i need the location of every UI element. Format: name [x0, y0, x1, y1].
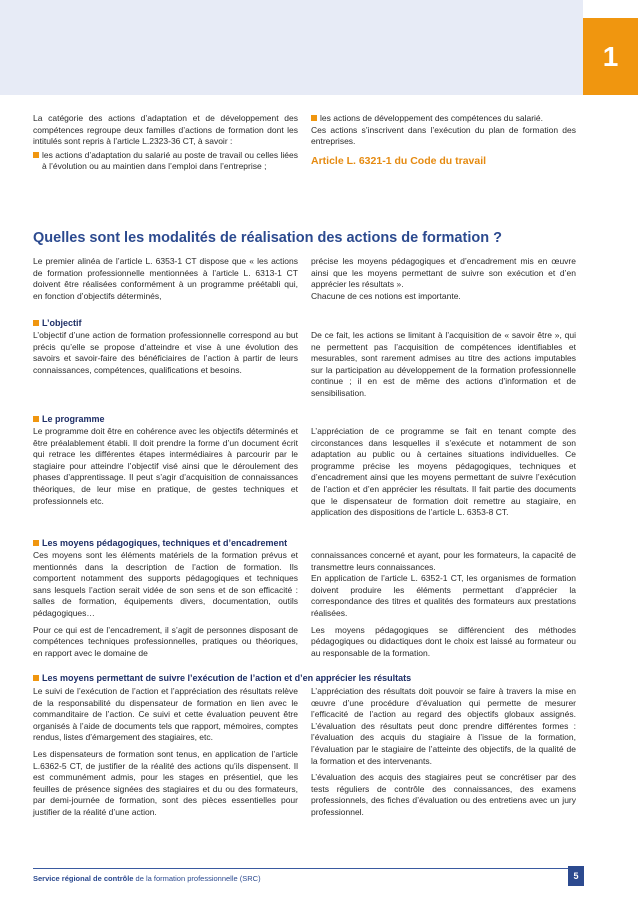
moyens-right — [311, 550, 576, 659]
paragraph: Pour ce qui est de l’encadrement, il s’agit de personnes disposant de compétences techniques professionnelles, pratiques ou théoriques, en rapport avec le domaine de — [33, 624, 298, 658]
paragraph: Chacune de ces notions est importante. — [311, 290, 461, 301]
moyens-left — [33, 550, 298, 659]
section-title: Quelles sont les modalités de réalisation des actions de formation ? — [33, 230, 502, 246]
paragraph: Le programme doit être en cohérence avec les objectifs déterminés et être préalablement établi. Il doit prendre la forme d’un document écrit qui retrace les différentes étapes intermédiaires à parcourir par le stagiaire pour atteindre l’objectif visé ainsi que le déroulement des phases d’apprentissage. Il peut s’agir d’acquisition de connaissances théoriques, de leur mise en pratique, de gestes techniques et professionnels etc. — [33, 426, 298, 506]
subheading-suivi — [33, 673, 411, 683]
chapter-number: 1 — [602, 40, 619, 72]
intro-bullet-item — [33, 150, 298, 173]
footer-text — [33, 874, 261, 883]
square-bullet-icon — [33, 540, 39, 546]
paragraph: Les dispensateurs de formation sont tenus, en application de l’article L.6362-5 CT, de justifier de la réalité des actions qu’ils dispensent. Il est communément admis, pour les stages en présentiel, que les feuilles de présence signées des stagiaires et du ou des formateurs, par demi-journée de formation, sont des pièces essentielles pour justifier de la réalité d’une action. — [33, 748, 298, 817]
intro-paragraph: La catégorie des actions d’adaptation et de développement des compétences regroupe deux familles d’actions de formation dont les intitulés sont repris à l’article L.2323-36 CT, à savoir : — [33, 113, 298, 147]
intro-bullet-item — [311, 113, 576, 125]
suivi-left — [33, 686, 298, 819]
footer-service-name: Service régional de contrôle — [33, 874, 134, 883]
paragraph: Le premier alinéa de l’article L. 6353-1 CT dispose que « les actions de formation professionnelle mentionnées à l’article L. 6313-1 CT doivent être réalisées conformément à un programme préétabli qui, en fonction d’objectifs déterminés, — [33, 256, 298, 301]
section-intro-right — [311, 256, 576, 302]
paragraph: connaissances concerné et ayant, pour les formateurs, la capacité de transmettre leurs connaissances. — [311, 550, 576, 572]
programme-left — [33, 426, 298, 507]
paragraph: Les moyens pédagogiques se différencient des méthodes pédagogiques ou didactiques dont le choix est laissé au formateur ou au responsable de la formation. — [311, 624, 576, 658]
paragraph: De ce fait, les actions se limitant à l’acquisition de « savoir être », qui ne permettent pas l’acquisition de compétences identifiables et mesurables, sont rarement admises au titre des actions imputables sur la participation au développement de la formation professionnelle continue ; il en est de même des actions d’information et de sensibilisation. — [311, 330, 576, 398]
subheading-text: Le programme — [42, 414, 105, 424]
subheading-text: Les moyens permettant de suivre l’exécution de l’action et d’en apprécier les résultats — [42, 673, 412, 683]
paragraph: L’évaluation des acquis des stagiaires peut se concrétiser par des tests réguliers de contrôle des connaissances, des examens professionnels, des fiches d’évaluation ou des entretiens avec un jury professionnel. — [311, 772, 576, 817]
intro-left-column — [33, 113, 298, 173]
footer-divider — [33, 868, 568, 869]
paragraph: L’appréciation de ce programme se fait en tenant compte des circonstances dans lesquelles il s’exécute et notamment de son adaptation au public ou à certaines situations individuelles. Ce programme précise les moyens pédagogiques, techniques et d’encadrement ainsi que les moyens permettant de suivre l’exécution de l’action et d’en apprécier les résultats. Il fait partie des documents que le dispensateur de formation doit remettre au stagiaire, en application des dispositions de l’article L. 6353-8 CT. — [311, 426, 576, 518]
header-band — [0, 0, 583, 95]
square-bullet-icon — [33, 152, 39, 158]
square-bullet-icon — [33, 416, 39, 422]
intro-bullet-text: les actions d’adaptation du salarié au poste de travail ou celles liées à l’évolution ou au maintien dans l’emploi dans l’entreprise ; — [42, 149, 298, 172]
square-bullet-icon — [33, 320, 39, 326]
footer-service-rest: de la formation professionnelle (SRC) — [133, 874, 261, 883]
suivi-right — [311, 686, 576, 819]
chapter-tab — [583, 18, 638, 95]
intro-paragraph: Ces actions s’inscrivent dans l’exécution du plan de formation des entreprises. — [311, 124, 576, 147]
objectif-left — [33, 330, 298, 376]
intro-right-column — [311, 113, 576, 167]
subheading-programme — [33, 414, 105, 424]
paragraph: L’objectif d’une action de formation professionnelle correspond au but précis qu’elle se propose d’atteindre et vise à une évolution des savoirs et savoir-faire des bénéficiaires de l’action à partir de leurs connaissances, compétences, qualifications et besoins. — [33, 330, 298, 375]
subheading-text: Les moyens pédagogiques, techniques et d’encadrement — [42, 538, 288, 548]
section-intro-left — [33, 256, 298, 302]
programme-right — [311, 426, 576, 519]
intro-bullet-text: les actions de développement des compétences du salarié. — [320, 113, 544, 123]
square-bullet-icon — [311, 115, 317, 121]
subheading-objectif — [33, 318, 82, 328]
paragraph: L’appréciation des résultats doit pouvoir se faire à travers la mise en œuvre d’une procédure d’évaluation qui permette de mesurer l’efficacité de l’action au regard des objectifs globaux assignés. L’évaluation des résultats peut donc prendre différentes formes : l’évaluation des acquis du stagiaire à l’issue de la formation, l’évaluation par le stagiaire de l’atteinte des objectifs, de la qualité de la formation et des intervenants. — [311, 686, 576, 766]
subheading-moyens — [33, 538, 287, 548]
paragraph: Le suivi de l’exécution de l’action et l’appréciation des résultats relève de la responsabilité du dispensateur de formation en lien avec le commanditaire de l’action. Ce suivi et cette évaluation peuvent être organisés à l’aide de documents tels que rapport, mémoires, comptes rendus, listes d’émargement des stagiaires, etc. — [33, 686, 298, 743]
paragraph: précise les moyens pédagogiques et d’encadrement mis en œuvre ainsi que les moyens permettant de suivre son exécution et d’en apprécier les résultats ». — [311, 256, 576, 290]
article-reference: Article L. 6321-1 du Code du travail — [311, 154, 487, 167]
paragraph: Ces moyens sont les éléments matériels de la formation prévus et mentionnés dans la description de l’action de formation. Ils comportent notamment des supports pédagogiques et techniques sans lesquels l’action serait vidée de son sens et de son efficacité : salles de formation, équipements divers, documentation, outils pédagogiques… — [33, 550, 298, 618]
paragraph: En application de l’article L. 6352-1 CT, les organismes de formation doivent produire les éléments permettant d’apprécier la correspondance des titres et qualités des formateurs aux prestations réalisées. — [311, 573, 576, 618]
square-bullet-icon — [33, 675, 39, 681]
page-number: 5 — [568, 866, 584, 886]
objectif-right — [311, 330, 576, 400]
subheading-text: L’objectif — [42, 318, 82, 328]
